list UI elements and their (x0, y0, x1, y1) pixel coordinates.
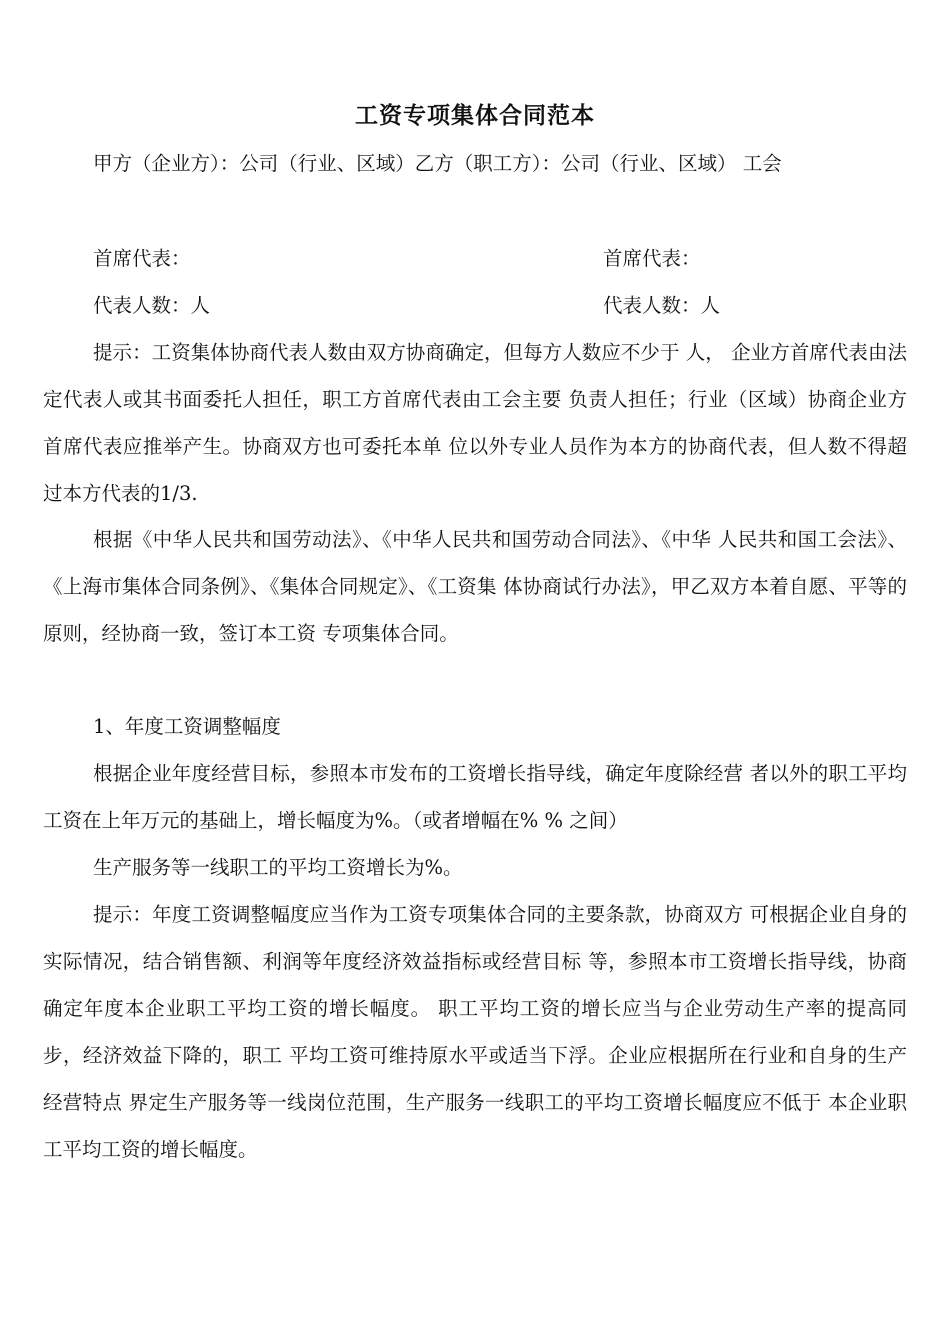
section-1-heading: 1、年度工资调整幅度 (93, 715, 281, 738)
document-title: 工资专项集体合同范本 (355, 103, 595, 129)
section-1-paragraph-2: 生产服务等一线职工的平均工资增长为%。 (93, 856, 463, 879)
section-1-paragraph-1: 根据企业年度经营目标，参照本市发布的工资增长指导线，确定年度除经营 者以外的职工平均工资在上年万元的基础上，增长幅度为%。（或者增幅在% % 之间） (43, 762, 907, 832)
representative-count-right: 代表人数：人 (603, 294, 721, 317)
hint-paragraph-wage-adjustment: 提示：年度工资调整幅度应当作为工资专项集体合同的主要条款，协商双方 可根据企业自身的实际情况，结合销售额、利润等年度经济效益指标或经营目标 等，参照本市工资增长指导线，协商确定年度本企业职工平均工资的增长幅度。 职工平均工资的增长应当与企业劳动生产率的提高同步，经济效益下降的，职工 平均工资可维持原水平或适当下浮。企业应根据所在行业和自身的生产经营特点 界定生产服务等一线岗位范围，生产服务一线职工的平均工资增长幅度应不低于 本企业职工平均工资的增长幅度。 (43, 903, 907, 1161)
chief-representative-right: 首席代表： (603, 247, 701, 270)
legal-basis-paragraph: 根据《中华人民共和国劳动法》、《中华人民共和国劳动合同法》、《中华 人民共和国工会法》、《上海市集体合同条例》、《集体合同规定》、《工资集 体协商试行办法》，甲乙双方本着自愿、平等的原则，经协商一致，签订本工资 专项集体合同。 (43, 528, 907, 645)
chief-representative-left: 首席代表： (93, 247, 191, 270)
hint-paragraph-representatives: 提示：工资集体协商代表人数由双方协商确定，但每方人数应不少于 人， 企业方首席代表由法定代表人或其书面委托人担任，职工方首席代表由工会主要 负责人担任；行业（区域）协商企业方首席代表应推举产生。协商双方也可委托本单 位以外专业人员作为本方的协商代表，但人数不得超过本方代表的1/3. (43, 341, 907, 505)
representative-count-left: 代表人数：人 (93, 294, 211, 317)
parties-paragraph: 甲方（企业方）：公司（行业、区域）乙方（职工方）：公司（行业、区域） 工会 (93, 152, 782, 175)
